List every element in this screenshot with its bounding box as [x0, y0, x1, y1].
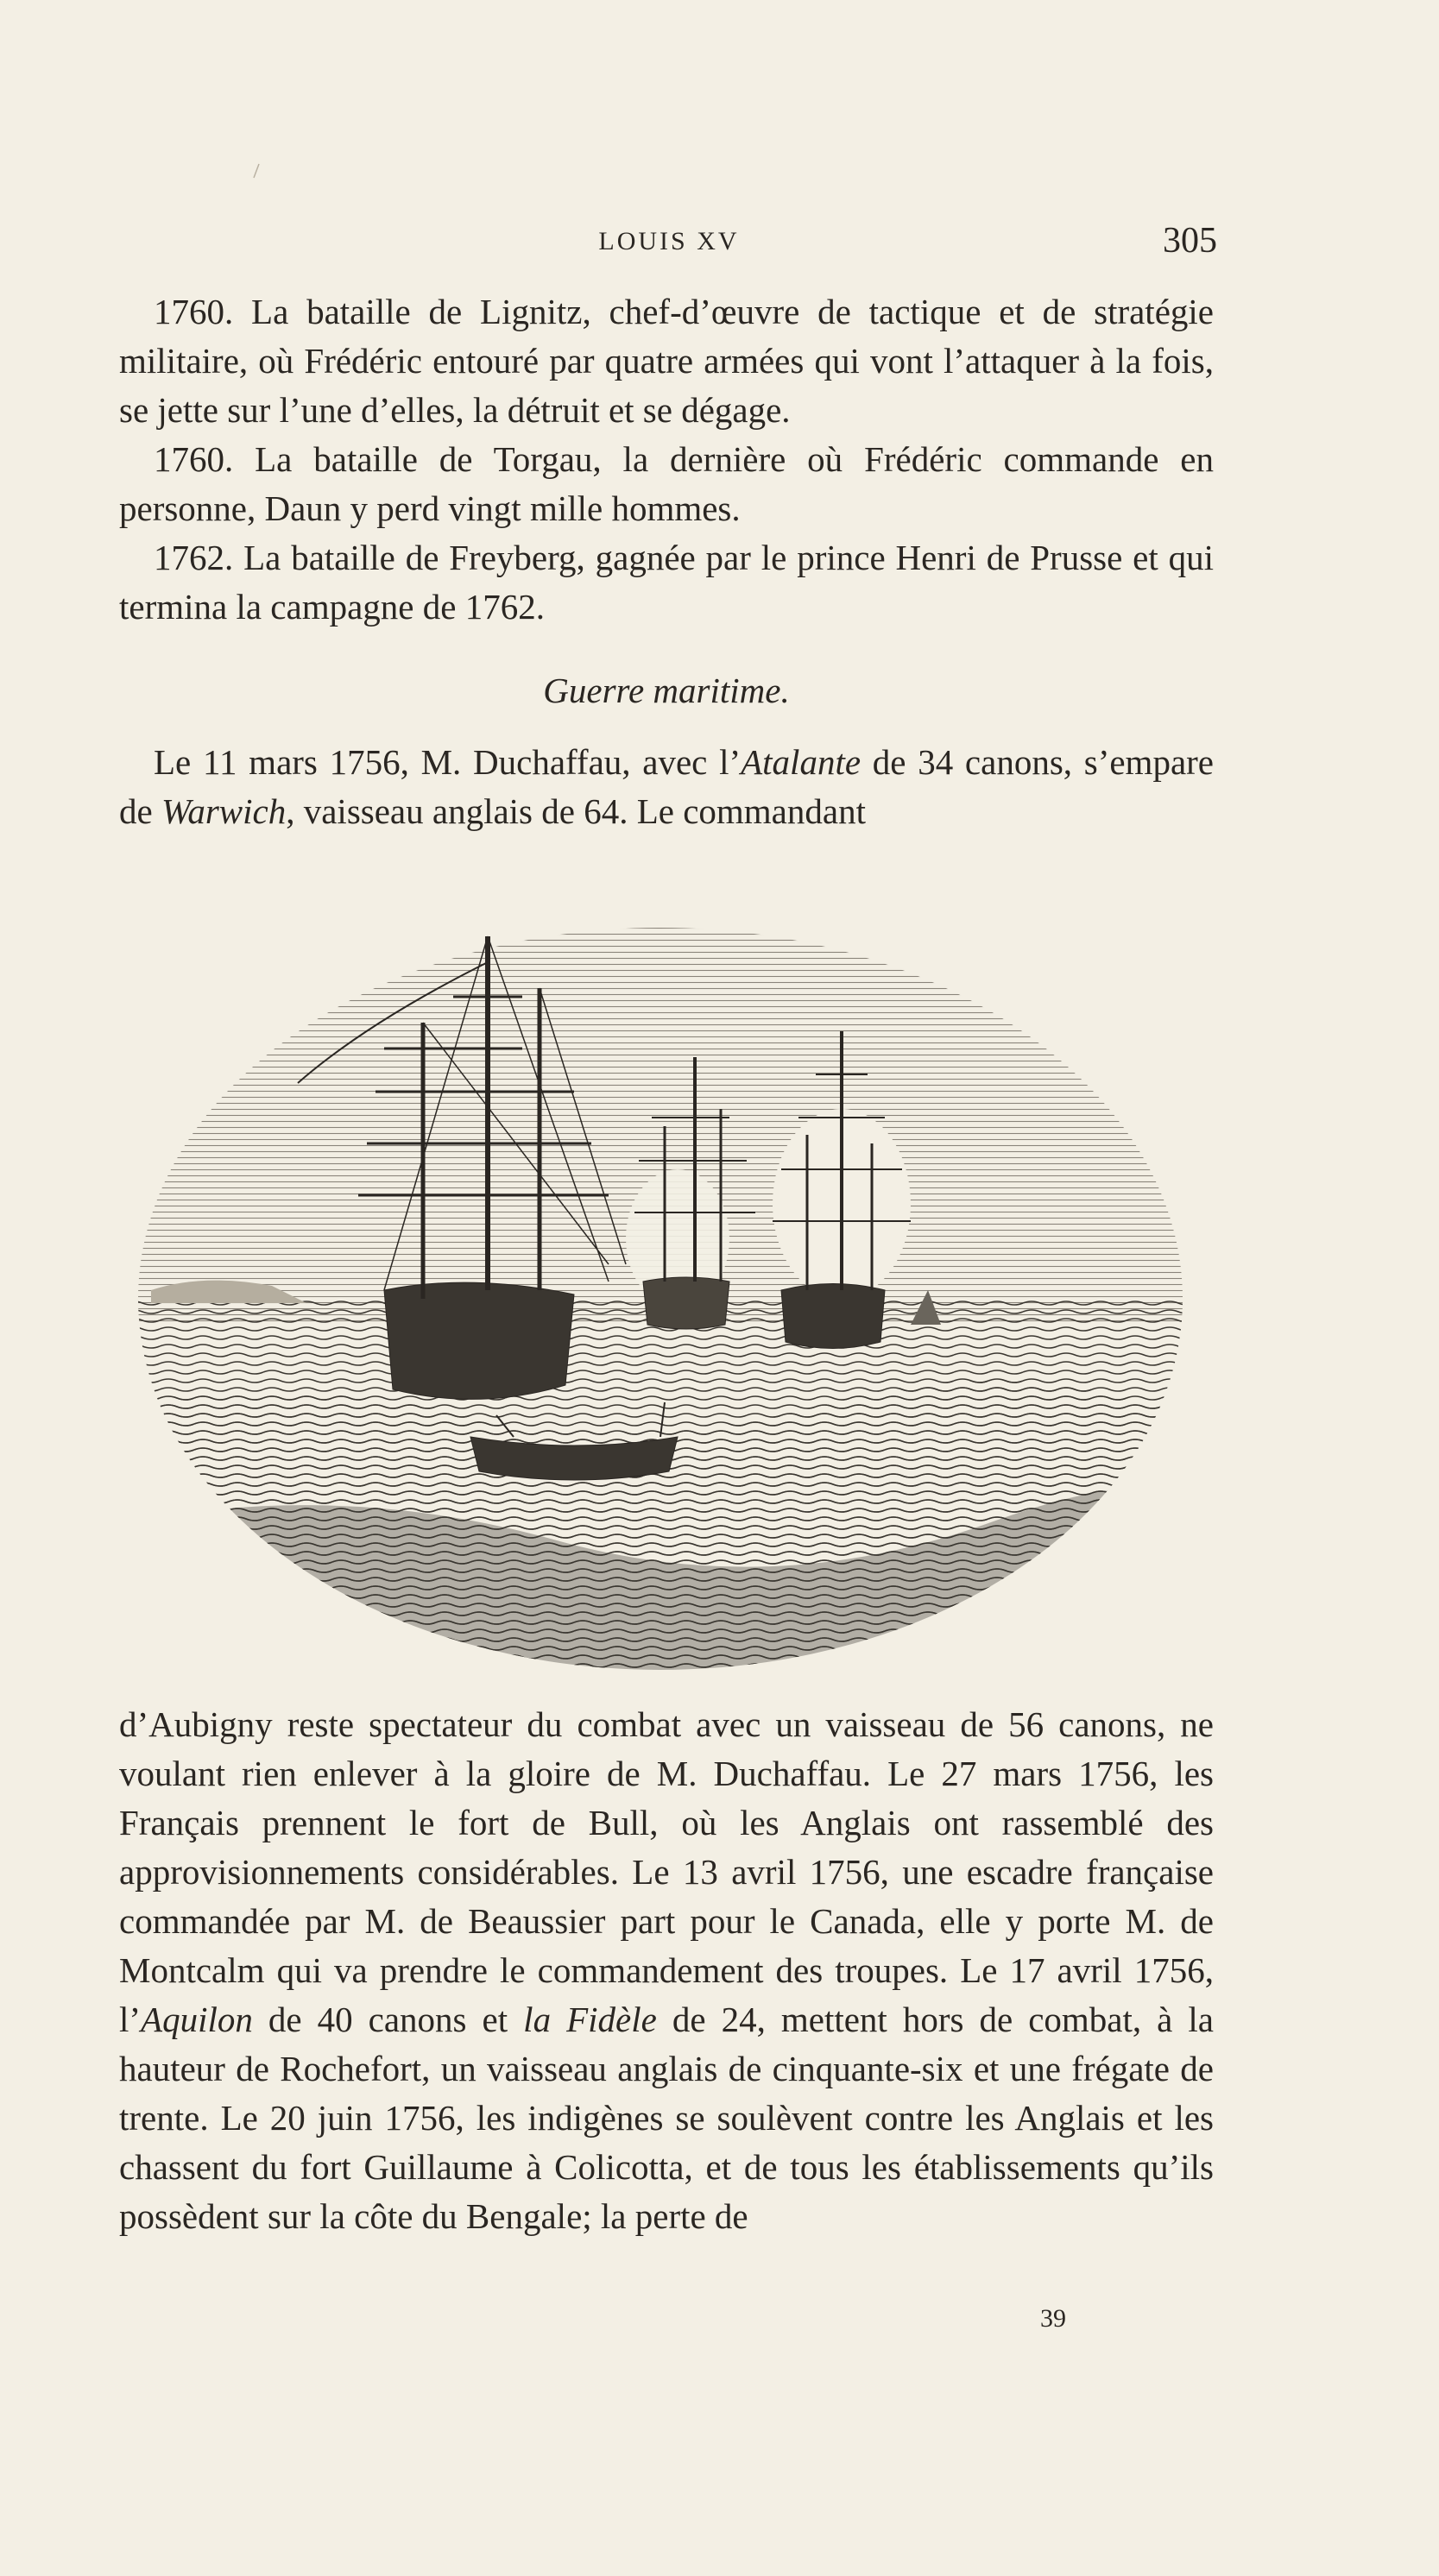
section-heading: Guerre maritime. — [543, 671, 790, 710]
lower-text-block — [119, 1700, 1214, 2241]
intro-text-2: de 34 canons, s’empare de — [119, 742, 1215, 831]
lower-text-3: de 24, mettent hors de combat, à la hauteur de Rochefort, un vaisseau anglais de cinquante-six et une frégate de trente. Le 20 juin 1756, les indigènes se soulèvent contre les Anglais et les chassent du fort Guillaume à Colicotta, et de tous les établissements qu’ils possèdent sur la côte du Bengale; la perte de — [119, 2000, 1214, 2236]
naval-battle-engraving — [125, 919, 1196, 1696]
intro-text-1: Le 11 mars 1756, M. Duchaffau, avec l’ — [154, 742, 742, 782]
running-head — [121, 220, 1217, 263]
page-number: 305 — [1163, 221, 1217, 261]
ship-name-fidele: la Fidèle — [523, 2000, 657, 2039]
lower-text-1: d’Aubigny reste spectateur du combat avec un vaisseau de 56 canons, ne voulant rien enlever à la gloire de M. Duchaffau. Le 27 mars 1756, les Français prennent le fort de Bull, où les Anglais ont rassemblé des approvisionnements considérables. Le 13 avril 1756, une escadre française commandée par M. de Beaussier part pour le Canada, elle y porte M. de Montcalm qui va prendre le commandement des troupes. Le 17 avril 1756, l’ — [119, 1704, 1214, 2039]
paragraph-intro — [119, 738, 1214, 836]
running-title: LOUIS XV — [598, 227, 740, 255]
pencil-mark — [250, 162, 262, 180]
paragraph-freyberg: 1762. La bataille de Freyberg, gagnée par le prince Henri de Prusse et qui termina la campagne de 1762. — [119, 538, 1214, 627]
paragraph-lignitz: 1760. La bataille de Lignitz, chef-d’œuvre de tactique et de stratégie militaire, où Frédéric entouré par quatre armées qui vont l’attaquer à la fois, se jette sur l’une d’elles, la détruit et se dégage. — [119, 292, 1214, 430]
upper-text-block — [119, 287, 1214, 836]
paragraph-torgau: 1760. La bataille de Torgau, la dernière où Frédéric commande en personne, Daun y perd vingt mille hommes. — [119, 439, 1214, 528]
lower-text-2: de 40 canons et — [252, 2000, 524, 2039]
ship-name-atalante: Atalante — [741, 742, 862, 782]
paragraph-continuation — [119, 1700, 1214, 2241]
ship-name-warwich: Warwich — [161, 791, 287, 831]
signature-mark: 39 — [1040, 2304, 1066, 2333]
ship-name-aquilon: Aquilon — [141, 2000, 253, 2039]
intro-text-3: , vaisseau anglais de 64. Le commandant — [286, 791, 866, 831]
